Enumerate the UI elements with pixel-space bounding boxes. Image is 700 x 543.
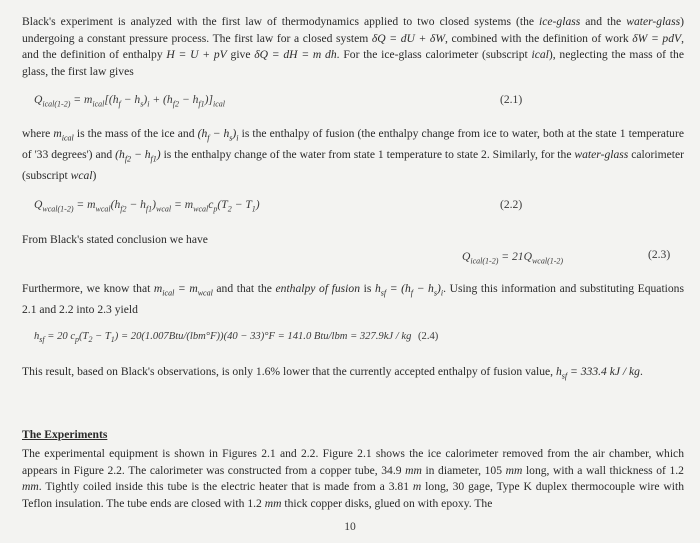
equation-2-3: $Q_{ical(1-2)} = 21Q_{wcal(1-2)}$ — [462, 250, 564, 266]
paragraph-where-ical: where $m_{ical}$ is the mass of the ice and $(h_f - h_s)_i$ is the enthalpy of fusion (the enthalpy change from ice to water, both at the state 1 temperature of '33 degrees') and $(h_{f2} - h_{f1})$ is the enthalpy change of the water from state 1 temperature to state 2. Similarly, for the water-glass calorimeter (subscript wcal) — [22, 127, 685, 182]
section-heading-experiments: The Experiments — [22, 428, 108, 441]
equation-number-2-2: (2.2) — [500, 198, 523, 211]
equation-number-2-1: (2.1) — [500, 93, 523, 106]
paragraph-furthermore: Furthermore, we know that $m_{ical} = m_{wcal}$ and that the enthalpy of fusion is $h_{sf} = (h_f - h_s)_i$. Using this information and substituting Equations 2.1 and 2.2 into 2.3 yield — [22, 282, 684, 316]
paragraph-intro: Black's experiment is analyzed with the first law of thermodynamics applied to two closed systems (the ice-glass and the water-glass) undergoing a constant pressure process. The first law for a closed system δQ = dU + δW, combined with the definition of work δW = pdV, and the definition of enthalpy H = U + pV give δQ = dH = m dh. For the ice-glass calorimeter (subscript ical), neglecting the mass of the glass, the first law gives — [22, 15, 684, 78]
paragraph-result: This result, based on Black's observations, is only 1.6% lower that the currently accepted enthalpy of fusion value, $h_{sf} = 333.4$ kJ / kg. — [22, 365, 643, 381]
equation-number-2-4: (2.4) — [418, 331, 439, 342]
paragraph-experiments: The experimental equipment is shown in Figures 2.1 and 2.2. Figure 2.1 shows the ice calorimeter removed from the air chamber, which appears in Figure 2.2. The calorimeter was constructed from a copper tube, 34.9 mm in diameter, 105 mm long, with a wall thickness of 1.2 mm. Tightly coiled inside this tube is the electric heater that is made from a 3.81 m long, 30 gage, Type K duplex thermocouple wire with Teflon insulation. The tube ends are closed with 1.2 mm thick copper disks, glued on with epoxy. The — [22, 447, 684, 510]
equation-2-4: $h_{sf} = 20$ $c_p(T_2 - T_1) = 20(1.007Btu/(lbm^\circ F))(40 - 33)^\circ F = 141.0$ Btu/lbm = 327.9kJ / kg (2.4) — [34, 331, 439, 345]
equation-2-1: $Q_{ical(1-2)} = m_{ical}[(h_f - h_s)_i + (h_{f2} - h_{f1})]_{ical}$ — [34, 93, 225, 109]
page-number: 10 — [344, 520, 356, 533]
equation-number-2-3: (2.3) — [648, 248, 671, 261]
equation-2-2: $Q_{wcal(1-2)} = m_{wcal}(h_{f2} - h_{f1})_{wcal} = m_{wcal}c_p(T_2 - T_1)$ — [34, 198, 260, 214]
paragraph-from-black: From Black's stated conclusion we have — [22, 233, 208, 246]
